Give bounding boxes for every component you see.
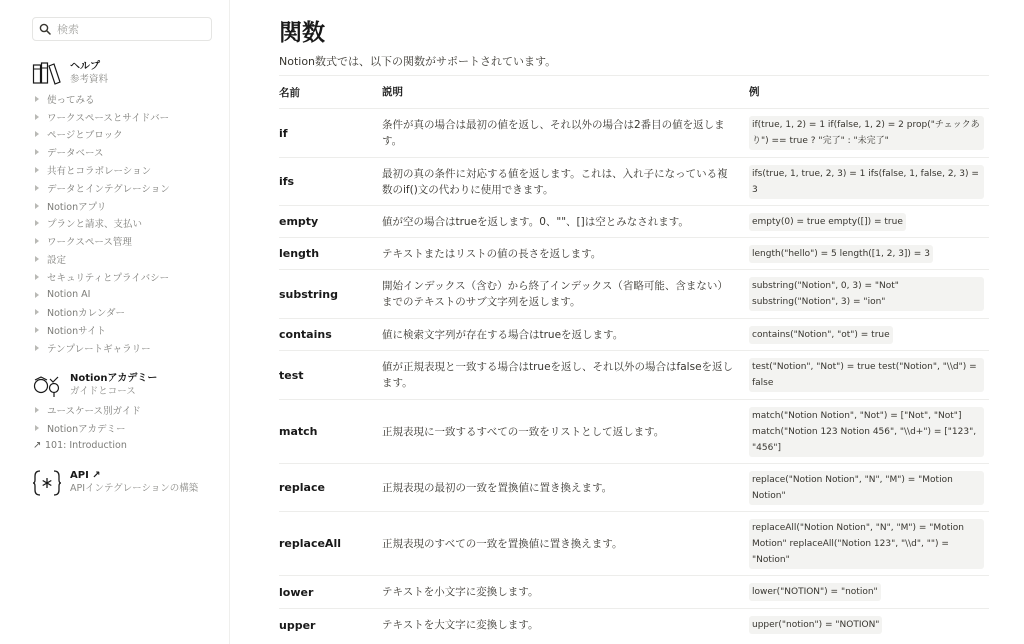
chevron-right-icon [34,406,40,414]
api-title: API ↗ [70,470,101,481]
sidebar-item-label: Notionサイト [47,326,106,338]
function-example [749,109,984,157]
chevron-right-icon [34,95,40,103]
sidebar-item-label: データベース [47,148,104,160]
example-code: empty(0) = true empty([]) = true [749,213,906,231]
sidebar-item-notion-ai[interactable] [34,286,170,304]
sidebar-item-workspace-admin[interactable] [34,232,170,250]
chevron-right-icon [34,424,40,432]
chevron-right-icon [34,255,40,263]
table-row [279,237,989,269]
sidebar-item-label: データとインテグレーション [47,183,170,195]
function-name: match [279,425,318,438]
example-code: substring("Notion", 0, 3) = "Not" substring("Notion", 3) = "ion" [749,277,984,311]
sidebar-item-use-case-guides[interactable] [34,401,141,419]
function-description: 条件が真の場合は最初の値を返し、それ以外の場合は2番目の値を返します。 [382,119,725,147]
academy-nav-list [34,401,141,454]
function-example [749,576,984,608]
function-example [749,351,984,399]
example-code: lower("NOTION") = "notion" [749,583,881,601]
function-example [749,400,984,463]
sidebar-item-label: Notion AI [47,289,91,301]
function-description: 正規表現の最初の一致を置換値に置き換えます。 [382,481,613,494]
sidebar-item-getting-started[interactable] [34,90,170,108]
sidebar-item-label: プランと請求、支払い [47,219,143,231]
table-row [279,205,989,237]
function-description: 値に検索文字列が存在する場合はtrueを返します。 [382,328,624,341]
table-row [279,108,989,157]
function-example [749,158,984,205]
academy-section-header[interactable] [32,372,157,400]
sidebar-item-label: 設定 [47,255,67,267]
chevron-right-icon [34,148,40,156]
sidebar-item-workspace-sidebar[interactable] [34,108,170,126]
sidebar-item-databases[interactable] [34,143,170,161]
sidebar-item-data-integrations[interactable] [34,179,170,197]
chevron-right-icon [34,273,40,281]
chevron-right-icon [34,166,40,174]
function-description: 正規表現のすべての一致を置換値に置き換えます。 [382,537,623,550]
function-name: upper [279,618,316,632]
function-name: substring [279,287,338,301]
sidebar-item-label: 101: Introduction [45,439,127,451]
chevron-right-icon [34,344,40,352]
function-name: lower [279,585,314,599]
chevron-right-icon [34,237,40,245]
sidebar-item-label: テンプレートギャラリー [47,344,151,356]
intro-text: Notion数式では、以下の関数がサポートされています。 [279,55,557,68]
table-row [279,318,989,350]
sidebar-item-label: ユースケース別ガイド [47,405,141,417]
sidebar-item-notion-calendar[interactable] [34,304,170,322]
example-code: replaceAll("Notion Notion", "N", "M") = "Motion Motion" replaceAll("Notion 123", "\\d", "") = "Notion" [749,519,984,569]
example-code: test("Notion", "Not") = true test("Notion", "\\d") = false [749,358,984,392]
function-name: length [279,247,320,260]
sidebar-item-notion-academy[interactable] [34,419,141,437]
sidebar-item-label: Notionアカデミー [47,423,126,435]
sidebar-item-settings[interactable] [34,250,170,268]
function-name: contains [279,328,332,341]
chevron-right-icon [34,202,40,210]
help-title: ヘルプ [70,61,100,72]
table-row [279,157,989,205]
sidebar-item-pages-blocks[interactable] [34,126,170,144]
example-code: match("Notion Notion", "Not") = ["Not", "Not"] match("Notion 123 Notion 456", "\\d+") = ["123", "456"] [749,407,984,457]
search-input[interactable] [57,23,197,36]
api-section-header[interactable] [32,469,198,497]
sidebar-item-label: ワークスペース管理 [47,237,132,249]
table-row [279,608,989,641]
function-example [749,609,984,641]
example-code: ifs(true, 1, true, 2, 3) = 1 ifs(false, 1, false, 2, 3) = 3 [749,165,984,199]
chevron-right-icon [34,113,40,121]
function-name: if [279,126,288,140]
function-description: テキストを大文字に変換します。 [382,619,539,631]
books-icon [32,60,62,88]
header-description: 説明 [382,86,403,98]
function-name: replace [279,481,325,494]
function-description: テキストまたはリストの値の長さを返します。 [382,247,602,260]
help-nav-list [34,90,170,357]
function-example [749,464,984,511]
sidebar-item-label: セキュリティとプライバシー [47,272,170,284]
sidebar-item-label: 使ってみる [47,94,95,106]
table-row [279,463,989,511]
sidebar-item-security[interactable] [34,268,170,286]
sidebar-item-template-gallery[interactable] [34,339,170,357]
function-example [749,238,984,269]
academy-title: Notionアカデミー [70,373,158,384]
sidebar-item-label: Notionアプリ [47,201,107,213]
chevron-right-icon [34,291,40,299]
table-header-row [279,75,989,108]
chevron-right-icon [34,184,40,192]
function-description: 正規表現に一致するすべての一致をリストとして返します。 [382,425,665,438]
function-name: empty [279,215,319,228]
example-code: length("hello") = 5 length([1, 2, 3]) = 3 [749,245,933,263]
academy-icon [32,372,62,400]
sidebar-item-label: ページとブロック [47,130,123,142]
chevron-right-icon [34,308,40,316]
search-box[interactable] [32,17,212,41]
function-name: replaceAll [279,537,341,550]
example-code: if(true, 1, 2) = 1 if(false, 1, 2) = 2 prop("チェックあり") == true ? "完了" : "未完了" [749,116,984,150]
sidebar [0,0,230,644]
table-row [279,511,989,575]
sidebar-item-notion-apps[interactable] [34,197,170,215]
academy-subtitle: ガイドとコース [70,386,136,397]
function-example [749,319,984,350]
sidebar-item-label: Notionカレンダー [47,308,125,320]
function-description: テキストを小文字に変換します。 [382,586,539,598]
page-title: 関数 [279,20,325,46]
sidebar-item-sharing[interactable] [34,161,170,179]
function-example [749,512,984,575]
function-description: 値が正規表現と一致する場合はtrueを返し、それ以外の場合はfalseを返します。 [382,361,734,389]
table-row [279,575,989,608]
example-code: upper("notion") = "NOTION" [749,616,882,634]
api-braces-icon [32,469,62,497]
example-code: replace("Notion Notion", "N", "M") = "Motion Notion" [749,471,984,505]
sidebar-item-label: 共有とコラボレーション [47,166,152,178]
help-section-header[interactable] [32,60,108,88]
chevron-right-icon [34,130,40,138]
table-row [279,350,989,399]
chevron-right-icon [34,326,40,334]
function-description: 値が空の場合はtrueを返します。0、""、[]は空とみなされます。 [382,215,689,228]
sidebar-item-billing[interactable] [34,215,170,233]
sidebar-item-notion-sites[interactable] [34,321,170,339]
table-row [279,269,989,318]
function-example [749,270,984,318]
external-link-arrow-icon: ↗ [33,439,42,451]
function-name: test [279,368,304,382]
search-icon [39,23,51,35]
function-description: 最初の真の条件に対応する値を返します。これは、入れ子になっている複数のif()文の代わりに使用できます。 [382,167,728,196]
example-code: contains("Notion", "ot") = true [749,326,893,344]
header-example: 例 [749,86,760,98]
sidebar-item-101-introduction[interactable] [34,437,141,455]
api-subtitle: APIインテグレーションの構築 [70,483,199,494]
function-name: ifs [279,175,295,188]
chevron-right-icon [34,219,40,227]
function-example [749,206,984,237]
sidebar-item-label: ワークスペースとサイドバー [47,112,170,124]
table-row [279,399,989,463]
function-description: 開始インデックス（含む）から終了インデックス（省略可能、含まない）までのテキストのサブ文字列を返します。 [382,280,728,308]
header-name: 名前 [279,86,300,99]
help-subtitle: 参考資料 [70,74,109,85]
